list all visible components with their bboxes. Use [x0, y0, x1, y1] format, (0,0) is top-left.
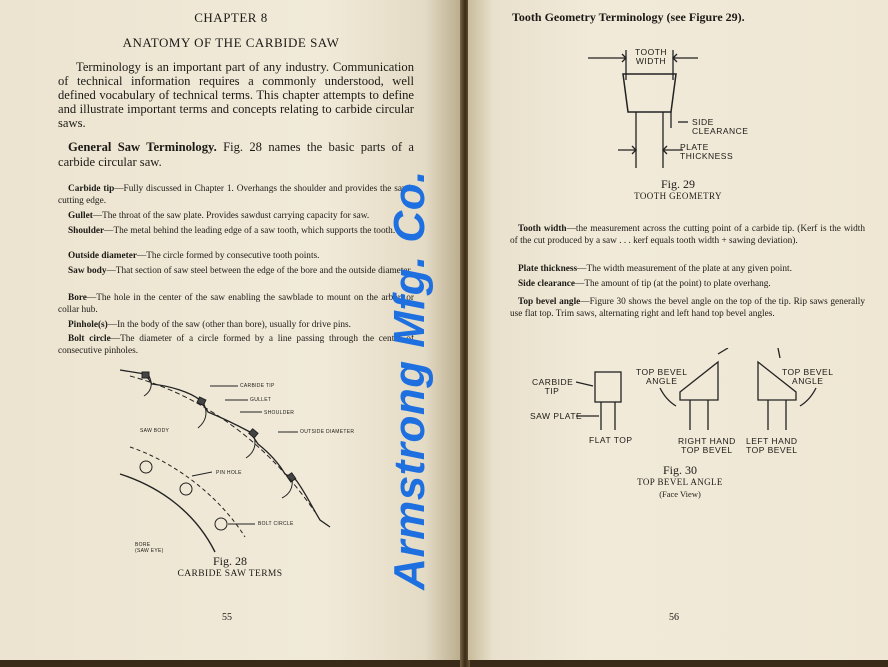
- angle-arc: [660, 388, 676, 406]
- label-outside-diameter: OUTSIDE DIAMETER: [300, 429, 355, 435]
- label-saw-body: SAW BODY: [140, 428, 170, 434]
- fig30-caption-subtitle: (Face View): [659, 489, 701, 499]
- carbide-tip-shape: [142, 372, 149, 378]
- label-gullet: GULLET: [250, 397, 272, 403]
- label-line: PLATE: [680, 142, 709, 152]
- fig28-saw-diagram: [100, 362, 360, 557]
- term-text: —the measurement across the cutting point of a carbide tip. (Kerf is the width of the cut produced by a saw . . . kerf equals tooth width + sawing deviation).: [510, 224, 866, 246]
- term: Shoulder: [68, 226, 105, 236]
- leader-line: [576, 382, 593, 386]
- term-text: —Figure 30 shows the bevel angle on the top of the tip. Rip saws generally use flat top. Trim saws, alternating right and left hand top bevel angles.: [510, 297, 865, 319]
- label-line: RIGHT HAND: [678, 436, 736, 446]
- label-top-bevel-angle-left: [782, 368, 833, 386]
- leader-line: [718, 348, 728, 354]
- term-text: —In the body of the saw (other than bore), usually for drive pins.: [107, 320, 351, 330]
- gullet-curve: [246, 436, 255, 458]
- general-heading: General Saw Terminology.: [68, 140, 217, 154]
- label-flat-top: FLAT TOP: [589, 435, 633, 445]
- intro-paragraph: Terminology is an important part of any industry. Communication of technical information requires a commonly understood, well defined vocabulary of technical terms. This chapter attempts to define and illustrate important terms and concepts relating to carbide circular saws.: [58, 60, 414, 130]
- term-text: —Fully discussed in Chapter 1. Overhangs the shoulder and provides the saw's cutting edge.: [58, 184, 415, 206]
- definition-bore: [58, 293, 414, 316]
- general-terminology-paragraph: [58, 140, 414, 170]
- side-clearance-label: [692, 118, 748, 136]
- carbide-tip-shape: [249, 429, 258, 438]
- label-saw-eye: (SAW EYE): [135, 548, 164, 554]
- term: Pinhole(s): [68, 320, 108, 330]
- label-line: SIDE: [692, 117, 714, 127]
- term-text: —The hole in the center of the saw enabling the sawblade to mount on the arbor, or collar hub.: [58, 293, 414, 315]
- definition-plate-thickness: [510, 264, 865, 276]
- term: Plate thickness: [518, 264, 578, 274]
- label-line: TOP BEVEL: [636, 367, 688, 377]
- term: Bolt circle: [68, 334, 111, 344]
- plate-thickness-label: [680, 143, 733, 161]
- fig28-caption-title: CARBIDE SAW TERMS: [177, 569, 283, 579]
- term: Bore: [68, 293, 87, 303]
- label-bolt-circle: BOLT CIRCLE: [258, 521, 294, 527]
- definition-carbide-tip: [58, 184, 414, 207]
- label-line: CARBIDE: [532, 377, 574, 387]
- definition-saw-body: [58, 266, 414, 278]
- term-text: —That section of saw steel between the edge of the bore and the outside diameter.: [106, 266, 413, 276]
- definition-top-bevel-angle: [510, 297, 865, 320]
- label-carbide-tip-fig30: [532, 378, 572, 396]
- right-hand-plate: [690, 400, 708, 430]
- right-page: [468, 0, 888, 660]
- definition-gullet: [58, 211, 414, 223]
- pin-hole-circle: [180, 483, 192, 495]
- angle-arc: [800, 388, 816, 406]
- leader-line: [778, 348, 780, 358]
- flat-top-tip: [595, 372, 621, 402]
- page-number-right: 56: [669, 612, 679, 623]
- fig30-caption-number: Fig. 30: [662, 463, 697, 477]
- label-line: THICKNESS: [680, 151, 734, 161]
- label-bore: BORE: [135, 542, 151, 548]
- fig28-caption-number: Fig. 28: [212, 554, 247, 568]
- fig28-caption: [140, 555, 320, 581]
- fig29-caption-title: TOOTH GEOMETRY: [634, 191, 722, 201]
- definition-outside-diameter: [58, 251, 414, 263]
- term-text: —The metal behind the leading edge of a saw tooth, which supports the tooth.: [104, 226, 396, 236]
- term: Outside diameter: [68, 251, 137, 261]
- term: Carbide tip: [68, 184, 115, 194]
- general-text: Fig. 28 names the basic parts of a carbide circular saw.: [58, 140, 414, 169]
- bore-arc: [120, 474, 215, 552]
- term-text: —The width measurement of the plate at any given point.: [577, 264, 792, 274]
- watermark-text: Armstrong Mfg. Co.: [385, 170, 434, 590]
- carbide-tip-trapezoid: [623, 74, 676, 112]
- fig29-tooth-geometry-diagram: [578, 40, 778, 180]
- label-carbide-tip: CARBIDE TIP: [240, 383, 275, 389]
- chapter-title: ANATOMY OF THE CARBIDE SAW: [122, 35, 340, 50]
- fig29-caption: [598, 178, 758, 202]
- label-left-hand-top-bevel: [746, 437, 798, 455]
- chapter-number: CHAPTER 8: [194, 10, 268, 25]
- page-number-left: 55: [222, 612, 232, 623]
- label-line: TOOTH: [634, 47, 668, 57]
- label-line: TOP BEVEL: [681, 445, 733, 455]
- label-saw-plate: SAW PLATE: [530, 411, 583, 421]
- leader-line: [192, 472, 212, 476]
- label-line: TOP BEVEL: [782, 367, 834, 377]
- label-pin-hole: PIN HOLE: [216, 470, 242, 476]
- label-line: TOP BEVEL: [746, 445, 798, 455]
- definition-bolt-circle: [58, 334, 414, 357]
- saw-tooth-profile: [120, 370, 330, 527]
- fig30-caption-title: TOP BEVEL ANGLE: [637, 477, 723, 487]
- flat-top-plate: [601, 402, 615, 430]
- label-line: CLEARANCE: [692, 126, 749, 136]
- label-line: LEFT HAND: [746, 436, 798, 446]
- label-line: ANGLE: [792, 376, 824, 386]
- fig29-caption-number: Fig. 29: [660, 177, 695, 191]
- definition-side-clearance: [510, 279, 865, 291]
- term-text: —The throat of the saw plate. Provides sawdust carrying capacity for saw.: [92, 211, 370, 221]
- term: Tooth width: [518, 224, 567, 234]
- term: Saw body: [68, 266, 107, 276]
- tooth-geometry-heading: Tooth Geometry Terminology (see Figure 29).: [512, 10, 745, 24]
- label-right-hand-top-bevel: [678, 437, 736, 455]
- definition-pinholes: [58, 320, 414, 332]
- pin-hole-circle: [215, 518, 227, 530]
- term: Side clearance: [518, 279, 576, 289]
- label-line: WIDTH: [635, 56, 667, 66]
- term-text: —The circle formed by consecutive tooth points.: [136, 251, 320, 261]
- fig30-bevel-diagram: [568, 348, 848, 438]
- label-top-bevel-angle-right: [636, 368, 687, 386]
- label-shoulder: SHOULDER: [264, 410, 295, 416]
- definition-shoulder: [58, 226, 414, 238]
- term: Gullet: [68, 211, 93, 221]
- label-line: ANGLE: [646, 376, 678, 386]
- term-text: —The diameter of a circle formed by a line passing through the center of consecutive pinholes.: [58, 334, 414, 356]
- tooth-width-label: [631, 48, 671, 66]
- term-text: —The amount of tip (at the point) to plate overhang.: [575, 279, 771, 289]
- pin-hole-circle: [140, 461, 152, 473]
- left-hand-plate: [768, 400, 786, 430]
- definition-tooth-width: [510, 224, 865, 247]
- bolt-circle-line: [130, 447, 245, 537]
- term: Top bevel angle: [518, 297, 581, 307]
- label-line: TIP: [544, 386, 560, 396]
- fig30-caption: [600, 464, 760, 500]
